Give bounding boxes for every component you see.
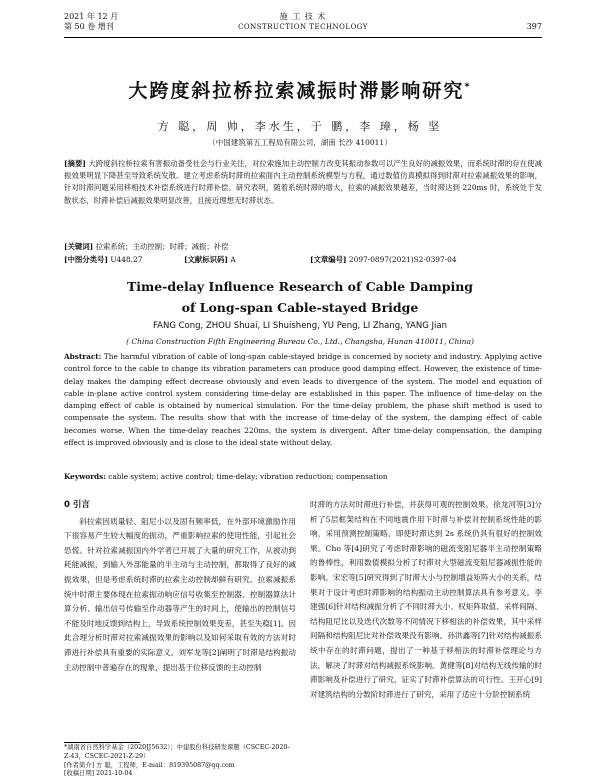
footnote-received: [收稿日期] 2021-10-04 bbox=[64, 770, 133, 778]
keywords-en-text: cable system; active control; time-delay; vibration reduction; compensation bbox=[108, 472, 388, 481]
abstract-en-label: Abstract: bbox=[64, 352, 102, 361]
section-heading-intro: 0 引言 bbox=[64, 500, 90, 510]
keywords-en bbox=[64, 472, 542, 481]
article-label: [文章编号] bbox=[310, 255, 347, 264]
issue-date: 2021 年 12 月 bbox=[64, 12, 119, 21]
abstract-en-text: The harmful vibration of cable of long-span cable-stayed bridge is concerned by society and industry. Applying active control force to the cable to change its vibration parameters can produce good damping effect. However, the existence of time-delay makes the damping effect decrease obviously and even leads to divergence of the system. The model and equation of cable in-plane active control system considering time-delay are established in this paper. The influence of time-delay on the damping effect of cable is obtained by numerical simulation. For the time-delay problem, the phase shift method is used to compensate the system. The results show that with the increase of time-delay of the system, the damping effect of cable becomes worse. When the time-delay reaches 220ms, the system is divergent. After time-delay compensation, the damping effect is improved obviously and is close to the ideal state without delay. bbox=[64, 352, 542, 448]
keywords-cn bbox=[64, 241, 542, 252]
title-footnote-mark: * bbox=[464, 81, 472, 93]
article-value: 2097-0897(2021)S2-0397-04 bbox=[348, 255, 457, 264]
running-header bbox=[64, 12, 542, 38]
body-column-left bbox=[64, 498, 296, 675]
doc-value: A bbox=[230, 255, 236, 264]
journal-name bbox=[64, 12, 542, 32]
authors-en: FANG Cong, ZHOU Shuai, LI Shuisheng, YU Peng, LI Zhang, YANG Jian bbox=[153, 321, 447, 331]
issue-volume: 第 50 卷 增刊 bbox=[64, 22, 114, 31]
paper-title-en bbox=[0, 276, 600, 318]
body-column-right bbox=[310, 498, 542, 702]
footnote-funding: *湖南省自然科学基金（2020JJ5632）；中建股份科技研发课题（CSCEC-2020-Z-43，CSCEC-2021-Z-29） bbox=[64, 744, 290, 760]
affiliation-cn: （中国建筑第五工程局有限公司，湖南 长沙 410011） bbox=[208, 138, 392, 147]
footnote-rule bbox=[64, 742, 140, 743]
clc-number bbox=[64, 254, 142, 265]
abstract-en bbox=[64, 351, 542, 449]
abstract-cn-label: [摘要] bbox=[64, 159, 86, 168]
authors-cn: 方 聪，周 帅，李水生，于 鹏，李 璋，杨 坚 bbox=[157, 120, 443, 133]
doc-label: [文献标识码] bbox=[184, 255, 228, 264]
clc-label: [中图分类号] bbox=[64, 255, 108, 264]
page-number: 397 bbox=[526, 22, 542, 31]
abstract-cn-text: 大跨度斜拉桥拉索有害振动备受社会与行业关注，对拉索施加主动控制力改变其振动参数可以产生良好的减振效果，而系统时滞的存在使减振效果明显下降甚至导致系统发散。建立考虑系统时滞的拉索面内主动控制系统模型与方程，通过数值仿真模拟得到时滞对拉索减振效果的影响，针对时滞问题采用移相技术补偿系统进行时滞补偿。研究表明，随着系统时滞的增大，拉索的减振效果越差，当时滞达到 220ms 时，系统处于发散状态，时滞补偿后减振效果明显改善，且接近理想无时滞状态。 bbox=[64, 159, 542, 205]
abstract-cn bbox=[64, 158, 542, 207]
intro-paragraph-right: 时滞的方法对时滞进行补偿，并获得可观的控制效果。徐龙河等[3]分析了5层框架结构在不同地震作用下时滞与补偿对控制系统性能的影响，采用预测控制策略，即使时滞达到 2s 系统仍具有很好的控制效果。Cho 等[4]研究了考虑时滞影响的磁流变阻尼器半主动控制策略的鲁棒性，利用数值模拟分析了时滞对大型磁流变阻尼器减振性能的影响。宋宏等[5]研究得到了时滞大小与控制增益矩阵大小的关系，结果对于设计考虑时滞影响的结构振动主动控制算法具有参考意义。李建强[6]针对结构减振分析了不同时滞大小、权矩阵取值、采样间隔、结构阻尼比以及迭代次数等不同情况下移相法的补偿效果，其中采样间隔和结构阻尼比对补偿效果没有影响。孙洪鑫等[7]针对结构减振系统中存在的时滞问题，提出了一种基于移相法的时滞补偿理论与方法，解决了时滞对结构减振系统影响。黄健等[8]对结构无线传输的时滞影响及补偿进行了研究，证实了时滞补偿算法的可行性。王开心[9]对建筑结构的分数阶时滞进行了研究，采用了适应十分阶控制系统 bbox=[310, 500, 542, 699]
paper-title-cn-text: 大跨度斜拉桥拉索减振时滞影响研究 bbox=[128, 80, 465, 102]
header-rule bbox=[64, 37, 542, 38]
paper-title-en-line2: of Long-span Cable-stayed Bridge bbox=[181, 300, 419, 315]
journal-name-cn: 施 工 技 术 bbox=[279, 12, 327, 21]
journal-name-en: CONSTRUCTION TECHNOLOGY bbox=[238, 23, 368, 31]
paper-title-en-line1: Time-delay Influence Research of Cable Damping bbox=[126, 279, 474, 294]
article-number bbox=[310, 254, 457, 265]
paper-title-cn bbox=[0, 76, 600, 103]
keywords-cn-text: 拉索系统；主动控制；时滞；减振；补偿 bbox=[95, 242, 229, 251]
keywords-cn-label: [关键词] bbox=[64, 242, 94, 251]
clc-value: U448.27 bbox=[110, 255, 143, 264]
footnotes bbox=[64, 744, 296, 779]
footnote-author: [作者简介] 方 聪，工程师，E-mail：819395087@qq.com bbox=[64, 761, 235, 769]
affiliation-en: ( China Construction Fifth Engineering Bureau Co., Ltd., Changsha, Hunan 410011, China) bbox=[126, 337, 474, 346]
intro-paragraph-left: 斜拉索因质量轻、阻尼小以及固有频率低，在外部环境激励作用下很容易产生较大幅度的振动，严重影响拉索的使用性能，引起社会恐慌。针对拉索减振国内外学者已开展了大量的研究工作，从被动到耗能减振，到输入外部能量的半主动与主动控制，都取得了良好的减振效果，但是考虑系统时滞的拉索主动控制却鲜有研究。拉索减振系统中时滞主要体现在拉索振动响应信号收集至控制器、控制器算法计算分析、输出信号传输至作动器等产生的时间上，使输出的控制信号不能及时地反馈到结构上，导致系统控制效果变差，甚至失稳[1]。因此合理分析时滞对拉索减振效果的影响以及如何采取有效的方法对时滞进行补偿具有重要的实际意义。刘军龙等[2]阐明了时滞是结构振动主动控制中普遍存在的现象，提出基于位移反馈的主动控制 bbox=[64, 516, 296, 672]
doc-code bbox=[184, 254, 236, 265]
keywords-en-label: Keywords: bbox=[64, 472, 106, 481]
